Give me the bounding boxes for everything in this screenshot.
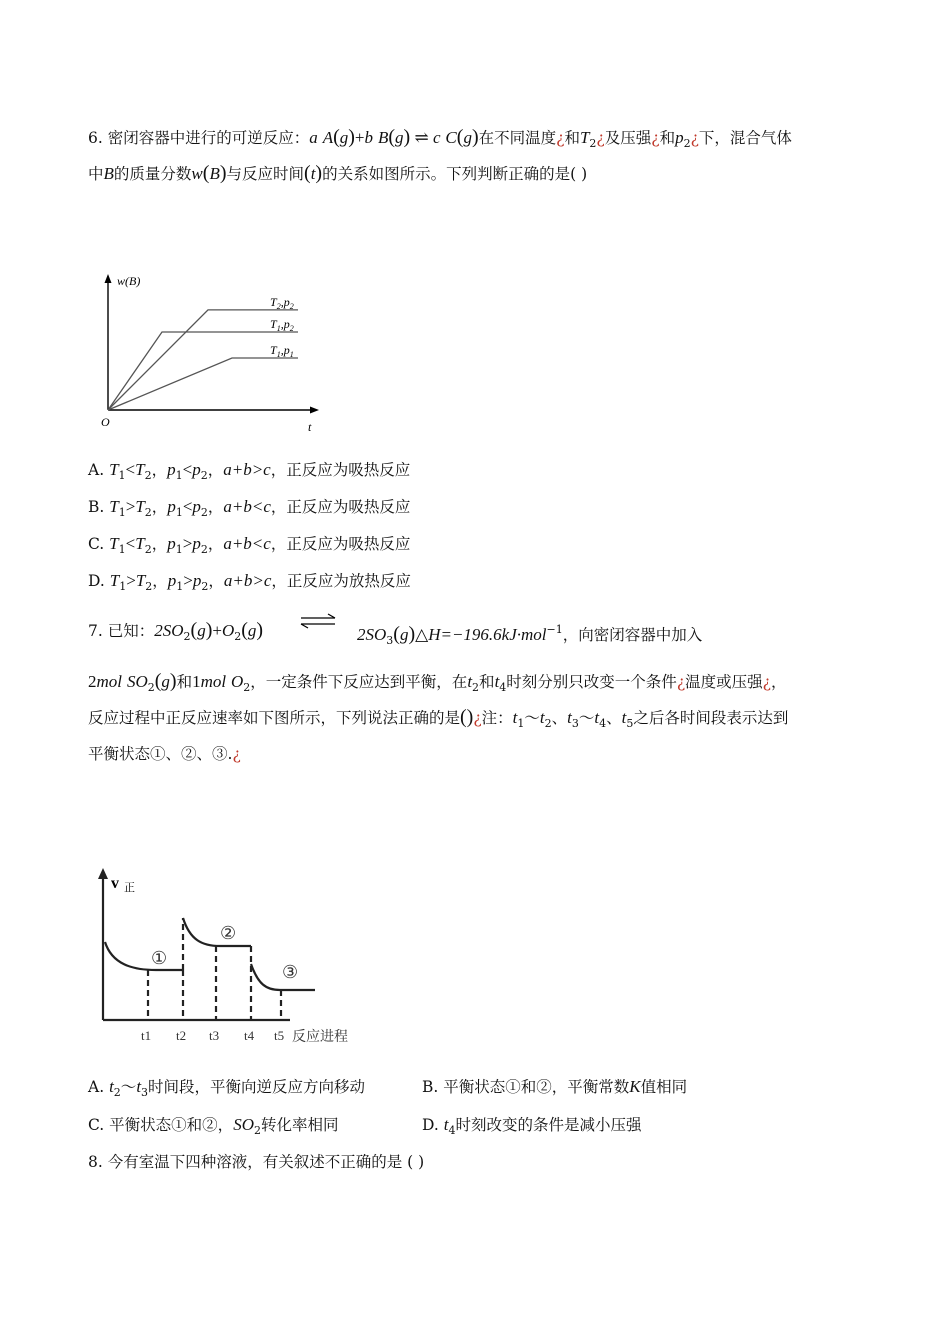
q6-line-1: 6. 密闭容器中进行的可逆反应：a A(g)+b B(g) ⇌ c C(g)在不同温度¿和$T_2¿$及压强¿和$p_2¿$下，混合气体 (88, 126, 792, 150)
q7-line-1b: $2SO_3(g)\triangle H=-196.6kJ\cdot mol^{-1}$，向密闭容器中加入 (357, 623, 703, 647)
q7-chart (90, 860, 370, 1050)
q7-tick-t3: t3 (209, 1028, 220, 1043)
q6-x-label: t (308, 420, 312, 434)
q7-line-4: 平衡状态①、②、③.¿ (88, 745, 241, 763)
q6-y-label: w(B) (117, 274, 141, 288)
q7-option-C[interactable]: C. 平衡状态①和②，$SO_2$转化率相同 (88, 1115, 339, 1137)
q7-line-1: 7. 已知：$2SO_2(g)+O_2(g)$ (88, 619, 264, 643)
q7-y-arrow (98, 868, 108, 879)
q7-tick-t1: t1 (141, 1028, 152, 1043)
q7-line-3: 反应过程中正反应速率如下图所示，下列说法正确的是()¿注：$t_1\sim t_2$、$t_3\sim t_4$、$t_5$之后各时间段表示达到 (88, 706, 789, 730)
q6-option-C[interactable]: C. $T_1<T_2$，$p_1>p_2$，a+b<c，正反应为吸热反应 (88, 534, 411, 556)
q6-origin-label: O (101, 415, 110, 429)
q6-y-arrow (105, 274, 112, 283)
q6-line-2: 中B的质量分数w(B)与反应时间(t)的关系如图所示。下列判断正确的是( ) (88, 162, 588, 184)
q7-line-2: 2mol $SO_2(g)$和1mol $O_2$，一定条件下反应达到平衡，在$t_2$和$t_4$时刻分别只改变一个条件¿温度或压强¿， (88, 670, 787, 694)
q7-tick-t5: t5 (274, 1028, 285, 1043)
q7-tick-t2: t2 (176, 1028, 187, 1043)
q6-option-B[interactable]: B. $T_1>T_2$，$p_1<p_2$，a+b<c，正反应为吸热反应 (88, 497, 411, 519)
q6-chart (95, 268, 335, 438)
q7-equilibrium-arrows (298, 613, 338, 629)
q7-state-3: ③ (282, 962, 299, 982)
q7-curve-2 (183, 918, 251, 946)
q6-series-label-1: $T_2,p_2$ (270, 294, 294, 311)
q6-option-A[interactable]: A. $T_1<T_2$，$p_1<p_2$，a+b>c，正反应为吸热反应 (88, 460, 411, 482)
q7-curve-1 (105, 942, 183, 970)
q7-state-2: ② (220, 923, 237, 943)
q6-series-line-3 (108, 358, 298, 410)
q6-series-label-2: $T_1,p_2$ (270, 317, 294, 333)
q7-tick-t4: t4 (244, 1028, 255, 1043)
q6-option-D[interactable]: D. $T_1>T_2$，$p_1>p_2$，a+b>c，正反应为放热反应 (88, 571, 411, 593)
q7-y-label-sub: 正 (124, 882, 135, 894)
q7-y-label: v (111, 875, 119, 892)
q6-series-label-3: $T_1,p_1$ (270, 343, 294, 359)
q7-option-D[interactable]: D. $t_4$时刻改变的条件是减小压强 (422, 1115, 642, 1137)
q8-line-1: 8. 今有室温下四种溶液，有关叙述不正确的是 ( ) (88, 1153, 425, 1171)
q7-state-1: ① (151, 948, 168, 968)
q6-x-arrow (310, 407, 319, 414)
q7-option-A[interactable]: A. $t_2\sim t_3$时间段，平衡向逆反应方向移动 (88, 1077, 366, 1099)
q7-x-label: 反应进程 (292, 1030, 348, 1045)
q7-option-B[interactable]: B. 平衡状态①和②，平衡常数K值相同 (422, 1077, 688, 1096)
